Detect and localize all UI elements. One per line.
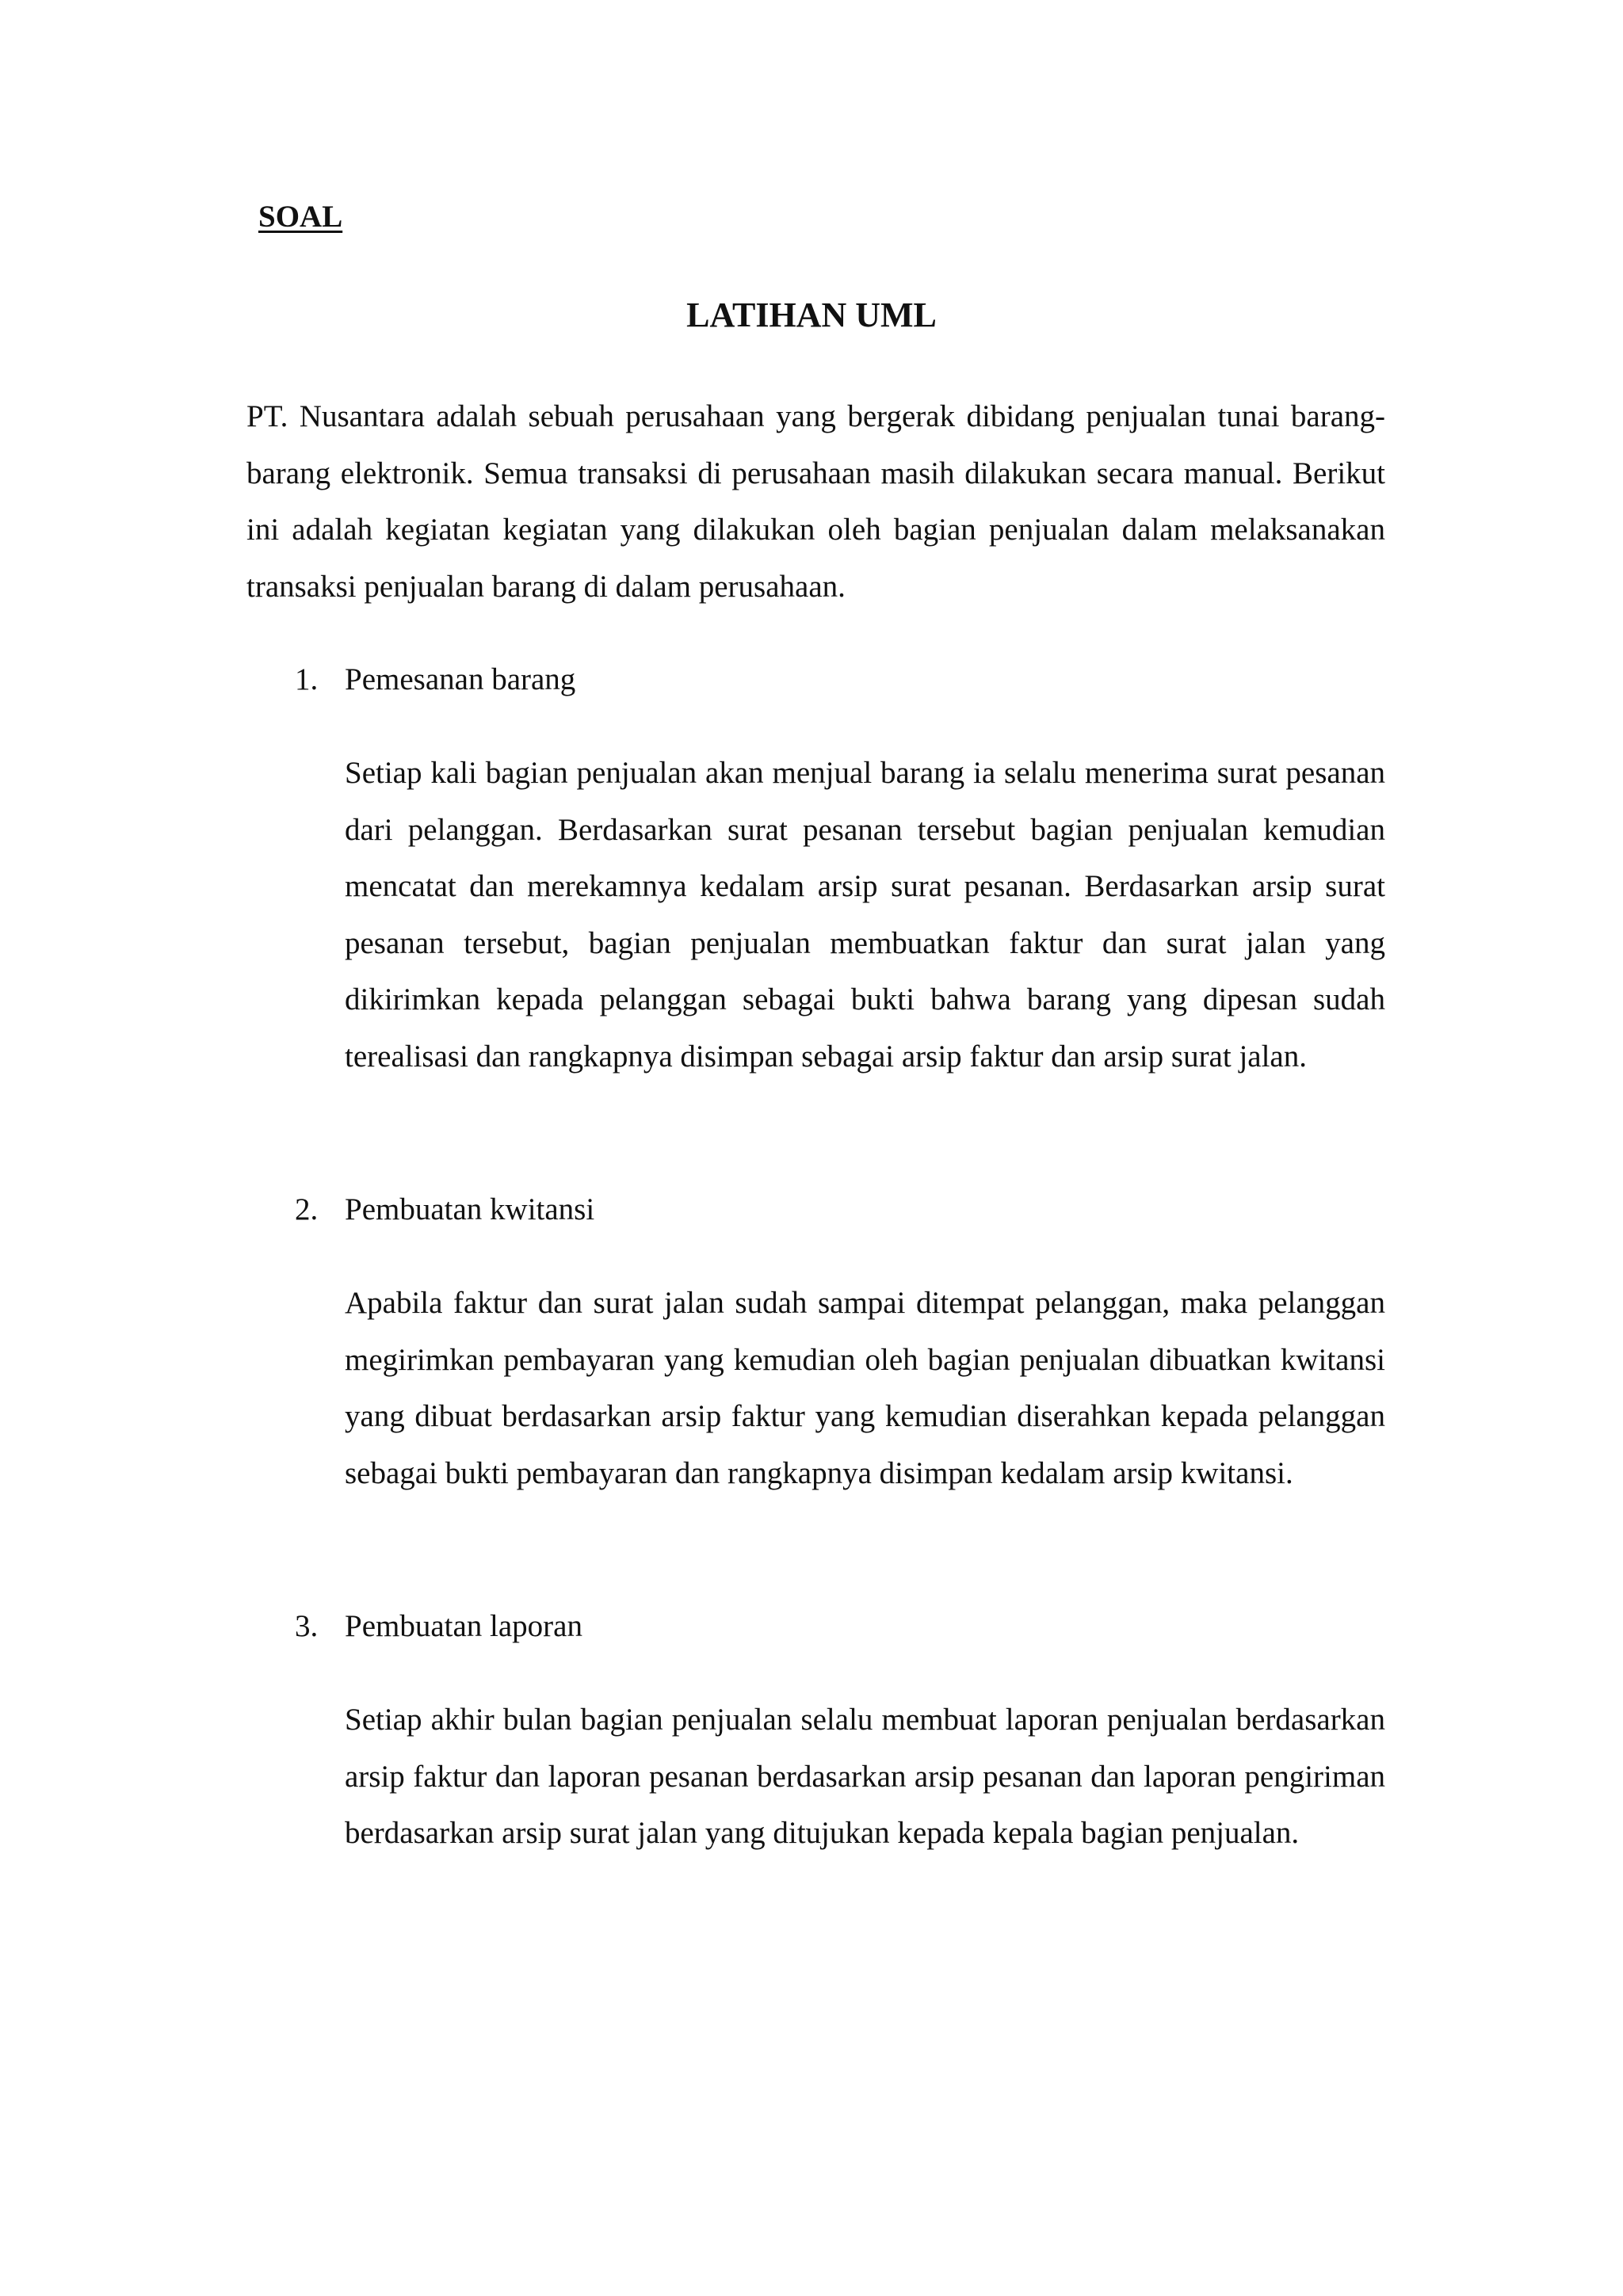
item-body-2: Apabila faktur dan surat jalan sudah sampai ditempat pelanggan, maka pelanggan megirimkan pembayaran yang kemudian oleh bagian penjualan dibuatkan kwitansi yang dibuat berdasarkan arsip faktur yang kemudian diserahkan kepada pelanggan sebagai bukti pembayaran dan rangkapnya disimpan kedalam arsip kwitansi. [345,1286,1385,1490]
item-body-1: Setiap kali bagian penjualan akan menjual barang ia selalu menerima surat pesanan dari pelanggan. Berdasarkan surat pesanan tersebut bagian penjualan kemudian mencatat dan merekamnya kedalam arsip surat pesanan. Berdasarkan arsip surat pesanan tersebut, bagian penjualan membuatkan faktur dan surat jalan yang dikirimkan kepada pelanggan sebagai bukti bahwa barang yang dipesan sudah terealisasi dan rangkapnya disimpan sebagai arsip faktur dan arsip surat jalan. [345,756,1385,1074]
item-heading-text-3: Pembuatan laporan [345,1609,582,1643]
item-heading-text-1: Pemesanan barang [345,662,576,696]
item-number-3: 3. [295,1609,319,1643]
item-heading-2 [295,1186,1385,1234]
section-label: SOAL [258,200,343,234]
item-heading-3 [295,1603,1385,1650]
item-body-3: Setiap akhir bulan bagian penjualan selalu membuat laporan penjualan berdasarkan arsip faktur dan laporan pesanan berdasarkan arsip pesanan dan laporan pengiriman berdasarkan arsip surat jalan yang ditujukan kepada kepala bagian penjualan. [345,1703,1385,1850]
item-number-2: 2. [295,1192,319,1226]
intro-paragraph: PT. Nusantara adalah sebuah perusahaan yang bergerak dibidang penjualan tunai barang-barang elektronik. Semua transaksi di perusahaan masih dilakukan secara manual. Berikut ini adalah kegiatan kegiatan yang dilakukan oleh bagian penjualan dalam melaksanakan transaksi penjualan barang di dalam perusahaan. [246,399,1385,604]
item-heading-text-2: Pembuatan kwitansi [345,1192,595,1226]
item-number-1: 1. [295,662,319,696]
item-heading-1 [295,656,1385,704]
document-title: LATIHAN UML [686,296,937,334]
